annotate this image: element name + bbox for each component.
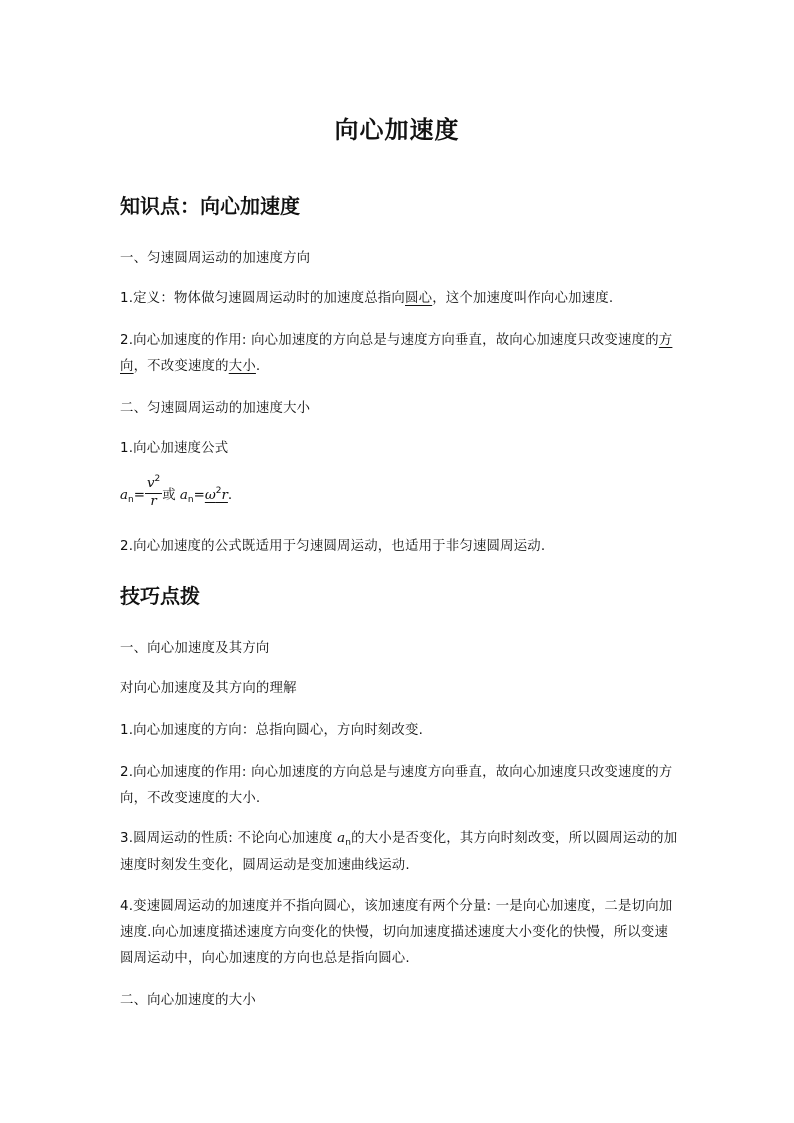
subheading-magnitude: 二、匀速圆周运动的加速度大小: [120, 401, 311, 416]
subheading-direction: 一、匀速圆周运动的加速度方向: [120, 251, 311, 266]
subheading-understanding: 对向心加速度及其方向的理解: [120, 681, 297, 696]
subheading-tips-direction: 一、向心加速度及其方向: [120, 641, 270, 656]
underlined-term: 方向: [120, 333, 673, 374]
paragraph-tip-3: 3.圆周运动的性质: 不论向心加速度 $a_n$的大小是否变化，其方向时刻改变，所以圆周运动的加速度时刻发生变化，圆周运动是变加速曲线运动.: [120, 831, 678, 873]
section-heading-tips: 技巧点拨: [120, 584, 200, 608]
paragraph-definition: 1.定义：物体做匀速圆周运动时的加速度总指向圆心，这个加速度叫作向心加速度.: [120, 291, 614, 306]
paragraph-tip-1: 1.向心加速度的方向：总指向圆心，方向时刻改变.: [120, 723, 424, 738]
fraction: $\frac{v^2}{r}$: [146, 474, 161, 509]
paragraph-tip-4: 4.变速圆周运动的加速度并不指向圆心，该加速度有两个分量: 一是向心加速度，二是切向加速度.向心加速度描述速度方向变化的快慢，切向加速度描述速度大小变化的快慢，所以变速圆周运动中，向心加速度的方向也总是指向圆心.: [120, 899, 673, 966]
subheading-tips-magnitude: 二、向心加速度的大小: [120, 993, 256, 1008]
formula-centripetal: $a_n=$ $\frac{v^2}{r}$ 或 $a_n=\omega^2r$.: [120, 474, 233, 509]
underlined-term: 大小: [228, 359, 256, 374]
paragraph-applicability: 2.向心加速度的公式既适用于匀速圆周运动，也适用于非匀速圆周运动.: [120, 539, 546, 554]
paragraph-formula-intro: 1.向心加速度公式: [120, 441, 229, 456]
paragraph-tip-2: 2.向心加速度的作用: 向心加速度的方向总是与速度方向垂直，故向心加速度只改变速度的方向，不改变速度的大小.: [120, 765, 673, 806]
paragraph-effect: 2.向心加速度的作用: 向心加速度的方向总是与速度方向垂直，故向心加速度只改变速度的方向，不改变速度的大小.: [120, 333, 673, 374]
document-title: 向心加速度: [334, 116, 460, 144]
underlined-term: 圆心: [405, 291, 433, 306]
section-heading-knowledge: 知识点：向心加速度: [120, 194, 300, 218]
